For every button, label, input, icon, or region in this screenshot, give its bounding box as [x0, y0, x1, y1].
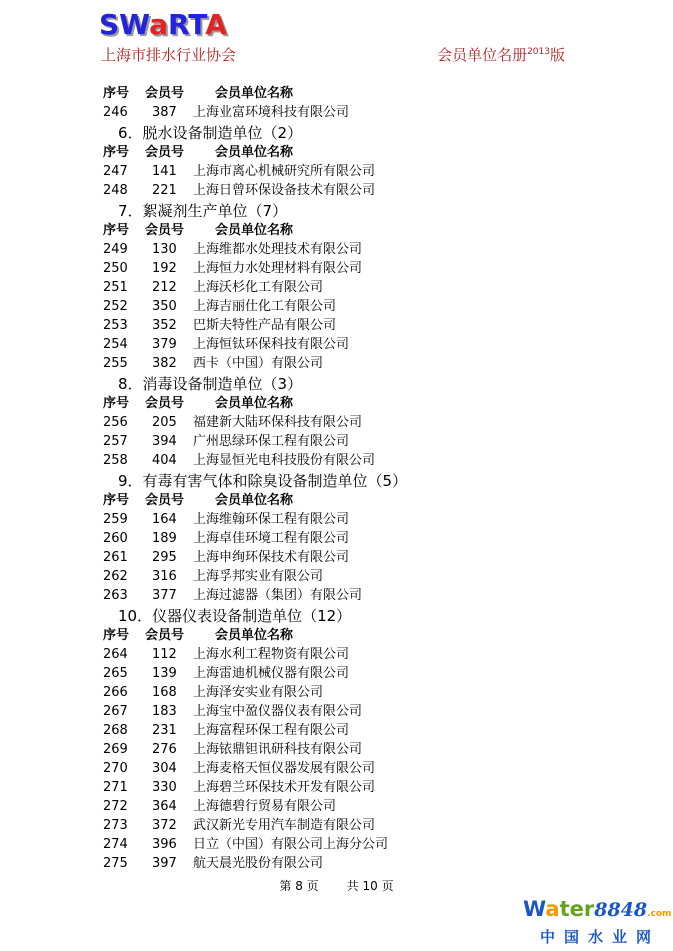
table-row [103, 645, 665, 664]
seq-cell: 264 [103, 647, 128, 662]
watermark-word [523, 897, 594, 921]
company-name-cell: 上海雷迪机械仪器有限公司 [193, 666, 350, 681]
watermark-caption: 中国水业网 [539, 928, 660, 946]
member-no-cell: 330 [152, 780, 177, 795]
seq-cell: 273 [103, 818, 128, 833]
document-header [101, 42, 565, 65]
company-name-cell: 上海德碧行贸易有限公司 [193, 799, 337, 814]
company-name-cell: 上海孚邦实业有限公司 [193, 569, 324, 584]
seq-cell: 247 [103, 164, 128, 179]
column-header: 会员号 [145, 396, 185, 411]
table-row [103, 278, 665, 297]
section-heading: 7．絮凝剂生产单位（7） [118, 202, 288, 220]
seq-cell: 274 [103, 837, 128, 852]
member-no-cell: 212 [152, 280, 177, 295]
column-header: 会员单位名称 [215, 628, 294, 643]
member-no-cell: 189 [152, 531, 177, 546]
company-name-cell: 武汉新光专用汽车制造有限公司 [193, 818, 376, 833]
column-header: 会员号 [145, 628, 185, 643]
water8848-wordmark [523, 896, 671, 927]
table-column-headers [103, 626, 665, 645]
table-row [103, 259, 665, 278]
member-no-cell: 130 [152, 242, 177, 257]
table-row [103, 702, 665, 721]
table-row [103, 664, 665, 683]
member-no-cell: 276 [152, 742, 177, 757]
member-no-cell: 221 [152, 183, 177, 198]
member-no-cell: 139 [152, 666, 177, 681]
table-row [103, 335, 665, 354]
member-no-cell: 231 [152, 723, 177, 738]
table-row [103, 740, 665, 759]
column-header: 序号 [103, 223, 130, 238]
seq-cell: 254 [103, 337, 128, 352]
member-no-cell: 377 [152, 588, 177, 603]
column-header: 会员单位名称 [215, 223, 294, 238]
column-header: 会员号 [145, 86, 185, 101]
table-row [103, 567, 665, 586]
company-name-cell: 上海日曾环保设备技术有限公司 [193, 183, 376, 198]
water8848-logo [523, 896, 671, 948]
company-name-cell: 广州思绿环保工程有限公司 [193, 434, 350, 449]
column-header: 序号 [103, 628, 130, 643]
seq-cell: 271 [103, 780, 128, 795]
column-header: 序号 [103, 145, 130, 160]
column-header: 序号 [103, 396, 130, 411]
company-name-cell: 上海市离心机械研究所有限公司 [193, 164, 376, 179]
column-header: 会员号 [145, 223, 185, 238]
company-name-cell: 上海泽安实业有限公司 [193, 685, 324, 700]
company-name-cell: 上海维翰环保工程有限公司 [193, 512, 350, 527]
watermark-number: 8848 [594, 899, 648, 921]
member-no-cell: 205 [152, 415, 177, 430]
table-column-headers [103, 84, 665, 103]
company-name-cell: 上海申绚环保技术有限公司 [193, 550, 350, 565]
page-footer [0, 879, 673, 893]
table-row [103, 162, 665, 181]
seq-cell: 270 [103, 761, 128, 776]
member-no-cell: 372 [152, 818, 177, 833]
company-name-cell: 上海碧兰环保技术开发有限公司 [193, 780, 376, 795]
company-name-cell: 上海麦格天恒仪器发展有限公司 [193, 761, 376, 776]
swarta-logo [99, 10, 227, 40]
table-row [103, 835, 665, 854]
table-row [103, 354, 665, 373]
table-row [103, 529, 665, 548]
table-row [103, 816, 665, 835]
member-no-cell: 387 [152, 105, 177, 120]
seq-cell: 253 [103, 318, 128, 333]
section-heading: 8．消毒设备制造单位（3） [118, 375, 303, 393]
company-name-cell: 上海沃杉化工有限公司 [193, 280, 324, 295]
table-row [103, 413, 665, 432]
member-no-cell: 394 [152, 434, 177, 449]
table-row [103, 297, 665, 316]
seq-cell: 256 [103, 415, 128, 430]
booklet-title-suffix: 版 [549, 46, 565, 64]
member-no-cell: 364 [152, 799, 177, 814]
seq-cell: 267 [103, 704, 128, 719]
column-header: 会员单位名称 [215, 86, 294, 101]
section-heading: 9．有毒有害气体和除臭设备制造单位（5） [118, 472, 408, 490]
seq-cell: 251 [103, 280, 128, 295]
company-name-cell: 上海恒力水处理材料有限公司 [193, 261, 363, 276]
seq-cell: 265 [103, 666, 128, 681]
logo-letter: S [99, 8, 120, 41]
watermark-word-part: a [545, 897, 560, 921]
table-row [103, 240, 665, 259]
association-name: 上海市排水行业协会 [101, 46, 237, 64]
logo-letter: A [205, 8, 227, 41]
company-name-cell: 上海铱鼎钽讯研科技有限公司 [193, 742, 363, 757]
table-row [103, 683, 665, 702]
company-name-cell: 上海卓佳环境工程有限公司 [193, 531, 350, 546]
section-heading: 6．脱水设备制造单位（2） [118, 124, 303, 142]
member-no-cell: 141 [152, 164, 177, 179]
company-name-cell: 上海业富环境科技有限公司 [193, 105, 350, 120]
table-row [103, 854, 665, 873]
table-row [103, 586, 665, 605]
page-number-total: 共 10 页 [346, 879, 394, 893]
logo-letter: W [119, 8, 150, 41]
watermark-word-part: W [523, 897, 546, 921]
company-name-cell: 上海水利工程物资有限公司 [193, 647, 350, 662]
column-header: 会员号 [145, 145, 185, 160]
seq-cell: 249 [103, 242, 128, 257]
table-row [103, 548, 665, 567]
column-header: 会员单位名称 [215, 493, 294, 508]
table-row [103, 316, 665, 335]
table-row [103, 778, 665, 797]
company-name-cell: 福建新大陆环保科技有限公司 [193, 415, 363, 430]
member-no-cell: 352 [152, 318, 177, 333]
member-no-cell: 316 [152, 569, 177, 584]
booklet-year: 2013 [527, 47, 550, 57]
booklet-title [437, 42, 565, 65]
member-no-cell: 183 [152, 704, 177, 719]
seq-cell: 272 [103, 799, 128, 814]
logo-letter: R [167, 8, 189, 41]
seq-cell: 257 [103, 434, 128, 449]
table-column-headers [103, 491, 665, 510]
table-column-headers [103, 143, 665, 162]
table-row [103, 797, 665, 816]
company-name-cell: 巴斯夫特性产品有限公司 [193, 318, 337, 333]
member-no-cell: 404 [152, 453, 177, 468]
seq-cell: 266 [103, 685, 128, 700]
company-name-cell: 上海过滤器（集团）有限公司 [193, 588, 363, 603]
company-name-cell: 上海宝中盈仪器仪表有限公司 [193, 704, 363, 719]
seq-cell: 259 [103, 512, 128, 527]
column-header: 会员单位名称 [215, 396, 294, 411]
company-name-cell: 上海富程环保工程有限公司 [193, 723, 350, 738]
logo-letter: T [188, 8, 206, 41]
column-header: 序号 [103, 86, 130, 101]
table-row [103, 451, 665, 470]
company-name-cell: 上海恒钛环保科技有限公司 [193, 337, 350, 352]
seq-cell: 246 [103, 105, 128, 120]
seq-cell: 258 [103, 453, 128, 468]
seq-cell: 261 [103, 550, 128, 565]
seq-cell: 255 [103, 356, 128, 371]
seq-cell: 275 [103, 856, 128, 871]
table-column-headers [103, 221, 665, 240]
member-no-cell: 397 [152, 856, 177, 871]
column-header: 会员单位名称 [215, 145, 294, 160]
member-no-cell: 168 [152, 685, 177, 700]
watermark-dotcom: .com [647, 909, 672, 919]
member-no-cell: 192 [152, 261, 177, 276]
company-name-cell: 上海吉丽仕化工有限公司 [193, 299, 337, 314]
booklet-title-prefix: 会员单位名册 [437, 46, 528, 64]
column-header: 序号 [103, 493, 130, 508]
member-no-cell: 379 [152, 337, 177, 352]
company-name-cell: 航天晨光股份有限公司 [193, 856, 324, 871]
table-row [103, 510, 665, 529]
member-no-cell: 112 [152, 647, 177, 662]
table-row [103, 103, 665, 122]
seq-cell: 260 [103, 531, 128, 546]
member-no-cell: 382 [152, 356, 177, 371]
company-name-cell: 日立（中国）有限公司上海分公司 [193, 837, 389, 852]
seq-cell: 263 [103, 588, 128, 603]
table-column-headers [103, 394, 665, 413]
member-no-cell: 304 [152, 761, 177, 776]
table-row [103, 181, 665, 200]
directory-list [103, 84, 665, 873]
member-no-cell: 396 [152, 837, 177, 852]
seq-cell: 250 [103, 261, 128, 276]
seq-cell: 248 [103, 183, 128, 198]
table-row [103, 721, 665, 740]
column-header: 会员号 [145, 493, 185, 508]
seq-cell: 262 [103, 569, 128, 584]
table-row [103, 759, 665, 778]
seq-cell: 268 [103, 723, 128, 738]
member-no-cell: 164 [152, 512, 177, 527]
seq-cell: 269 [103, 742, 128, 757]
company-name-cell: 上海维都水处理技术有限公司 [193, 242, 363, 257]
company-name-cell: 上海显恒光电科技股份有限公司 [193, 453, 376, 468]
company-name-cell: 西卡（中国）有限公司 [193, 356, 324, 371]
watermark-word-part: ter [559, 897, 595, 921]
page-number-current: 第 8 页 [279, 879, 319, 893]
seq-cell: 252 [103, 299, 128, 314]
member-no-cell: 295 [152, 550, 177, 565]
logo-letter: a [149, 8, 168, 41]
member-no-cell: 350 [152, 299, 177, 314]
table-row [103, 432, 665, 451]
section-heading: 10．仪器仪表设备制造单位（12） [118, 607, 352, 625]
